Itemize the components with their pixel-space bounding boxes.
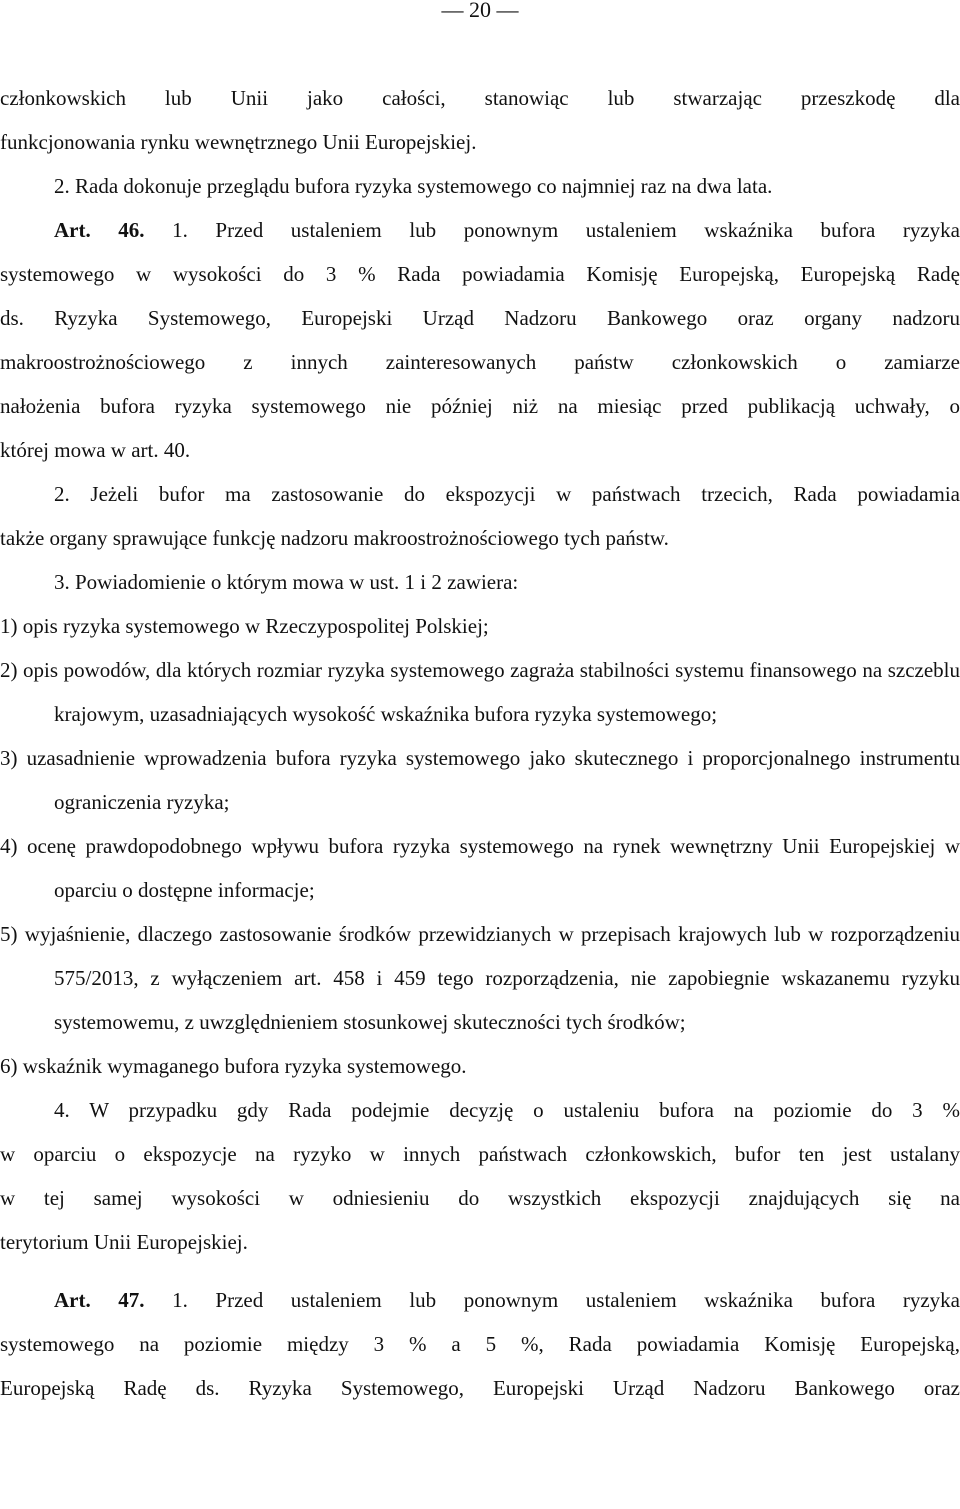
text-line: której mowa w art. 40. xyxy=(0,438,191,462)
list-item: 1) opis ryzyka systemowego w Rzeczypospolitej Polskiej; xyxy=(0,614,489,638)
art-46-paragraph-3: 3. Powiadomienie o którym mowa w ust. 1 i 2 zawiera: xyxy=(54,570,519,594)
intro-line: funkcjonowania rynku wewnętrznego Unii Europejskiej. xyxy=(0,130,477,154)
list-item: 4) ocenę prawdopodobnego wpływu bufora ryzyka systemowego na rynek wewnętrzny Unii Europejskiej w oparciu o dostępne informacje; xyxy=(0,834,960,902)
document-body xyxy=(0,76,960,1410)
list-item: 3) uzasadnienie wprowadzenia bufora ryzyka systemowego jako skutecznego i proporcjonalnego instrumentu ograniczenia ryzyka; xyxy=(0,746,960,814)
art-47-paragraph-1 xyxy=(0,1278,960,1322)
text-line: nałożenia bufora ryzyka systemowego nie później niż na miesiąc przed publikacją uchwały, o xyxy=(0,394,960,418)
art-47-p1-text: 1. Przed ustaleniem lub ponownym ustaleniem wskaźnika bufora ryzyka xyxy=(172,1288,960,1312)
article-47-label: Art. 47. xyxy=(54,1288,145,1312)
text-line: systemowego na poziomie między 3 % a 5 %, Rada powiadamia Komisję Europejską, xyxy=(0,1332,960,1356)
art-46-paragraph-2: 2. Jeżeli bufor ma zastosowanie do ekspozycji w państwach trzecich, Rada powiadamia xyxy=(54,482,960,506)
text-line: makroostrożnościowego z innych zainteresowanych państw członkowskich o zamiarze xyxy=(0,350,960,374)
list-item: 6) wskaźnik wymaganego bufora ryzyka systemowego. xyxy=(0,1054,467,1078)
intro-line: członkowskich lub Unii jako całości, stanowiąc lub stwarzając przeszkodę dla xyxy=(0,86,960,110)
page-number: — 20 — xyxy=(441,0,519,22)
art-46-p1-text: 1. Przed ustaleniem lub ponownym ustaleniem wskaźnika bufora ryzyka xyxy=(172,218,960,242)
text-line: systemowego w wysokości do 3 % Rada powiadamia Komisję Europejską, Europejską Radę xyxy=(0,262,960,286)
spacer xyxy=(0,1264,960,1278)
text-line: w oparciu o ekspozycje na ryzyko w innych państwach członkowskich, bufor ten jest ustalany xyxy=(0,1142,960,1166)
article-46-label: Art. 46. xyxy=(54,218,145,242)
list-item: 5) wyjaśnienie, dlaczego zastosowanie środków przewidzianych w przepisach krajowych lub w rozporządzeniu 575/2013, z wyłączeniem art. 458 i 459 tego rozporządzenia, nie zapobiegnie wskazanemu ryzyku systemowemu, z uwzględnieniem stosunkowej skuteczności tych środków; xyxy=(0,922,960,1034)
text-line: ds. Ryzyka Systemowego, Europejski Urząd Nadzoru Bankowego oraz organy nadzoru xyxy=(0,306,960,330)
text-line: Europejską Radę ds. Ryzyka Systemowego, Europejski Urząd Nadzoru Bankowego oraz xyxy=(0,1376,960,1400)
text-line: terytorium Unii Europejskiej. xyxy=(0,1230,248,1254)
paragraph-2: 2. Rada dokonuje przeglądu bufora ryzyka systemowego co najmniej raz na dwa lata. xyxy=(54,174,773,198)
art-46-paragraph-4: 4. W przypadku gdy Rada podejmie decyzję o ustaleniu bufora na poziomie do 3 % xyxy=(54,1098,960,1122)
art-46-paragraph-1 xyxy=(0,208,960,252)
text-line: w tej samej wysokości w odniesieniu do wszystkich ekspozycji znajdujących się na xyxy=(0,1186,960,1210)
text-line: także organy sprawujące funkcję nadzoru makroostrożnościowego tych państw. xyxy=(0,526,669,550)
list-item: 2) opis powodów, dla których rozmiar ryzyka systemowego zagraża stabilności systemu finansowego na szczeblu krajowym, uzasadniających wysokość wskaźnika bufora ryzyka systemowego; xyxy=(0,658,960,726)
